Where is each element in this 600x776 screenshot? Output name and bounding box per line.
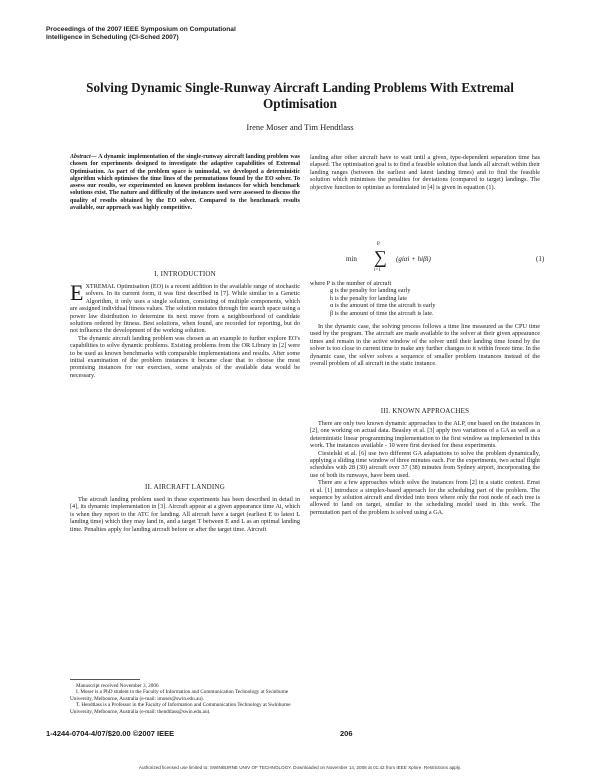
license-notice: Authorized licensed use limited to: SWINBURNE UNIV OF TECHNOLOGY. Downloaded on November 14, 2008 at 01:42 from IEEE Xplore. Restrictions apply. xyxy=(138,765,462,770)
equation-sum-upper: P xyxy=(377,242,380,247)
right-column-dynamic xyxy=(310,323,540,367)
known-paragraph-2: Ciesielski et al. [6] use two different GA adaptations to solve the problem dynamically, applying a sliding time window of three minutes each. For the experiments, two actual flight schedules with 28 (30) aircraft over 37 (38) minutes from Sydney airport, incorporating the use of both its runways, have been used. xyxy=(310,449,540,479)
definition-line: where P is the number of aircraft xyxy=(310,280,392,287)
section-heading-aircraft-landing: II. AIRCRAFT LANDING xyxy=(145,483,225,491)
equation-definitions xyxy=(310,280,540,317)
equation-1 xyxy=(340,242,560,276)
footnote-author-1: I. Moser is a PhD student in the Faculty of Information and Communication Technology at Swinburne University, Melbourne, Australia (e-mail: imoser@swin.edu.au). xyxy=(70,689,289,702)
definition-line: h is the penalty for landing late xyxy=(330,294,407,302)
footnote-received: Manuscript received November 3, 2006 xyxy=(76,683,159,689)
proceedings-header xyxy=(46,26,346,42)
aircraft-landing-body xyxy=(70,496,300,533)
equation-sum-symbol: ∑ xyxy=(374,247,387,267)
definition-line: α is the amount of time the aircraft is early xyxy=(330,302,436,310)
introduction-body xyxy=(70,280,300,379)
paper-title: Solving Dynamic Single-Runway Aircraft Landing Problems With Extremal Optimisation xyxy=(86,80,514,111)
drop-cap: E xyxy=(70,280,84,305)
intro-paragraph-1-text: XTREMAL Optimisation (EO) is a recent addition to the available range of stochastic solvers. In its current form, it was first described in [7]. While similar to a Genetic Algorithm, it only uses a single solution, consisting of multiple components, which are assigned individual fitness values. The solution mutates through fire search space using a power law distribution to determine its next move from a neighbourhood of candidate solutions ordered by fitness. Best solutions, when found, are recorded for reporting, but do not influence the development of the working solution. xyxy=(70,283,300,335)
footnotes xyxy=(70,683,300,715)
intro-paragraph-1 xyxy=(70,280,300,335)
footnote-author-2: T. Hendtlass is a Professor in the Faculty of Information and Communication Technology at Swinburne University, Melbourne, Australia (e-mail: thendtlass@swin.edu.au). xyxy=(70,702,291,715)
equation-min: min xyxy=(346,255,357,263)
page-number: 206 xyxy=(340,729,353,738)
equation-sum-lower: i=1 xyxy=(374,268,381,273)
intro-paragraph-2: The dynamic aircraft landing problem was chosen as an example to further explore EO's capabilities to solve dynamic problems. Existing problems from the OR Library in [2] were to be used as known benchmarks with comparable implementations and results. After some initial examination of the problem instances it became clear that to choose the most promising instances for our exercises, some analysis of the available data would be necessary. xyxy=(70,334,300,379)
equation-number: (1) xyxy=(536,255,545,263)
abstract xyxy=(70,154,300,212)
right-paragraph-1: landing after other aircraft have to wait until a given, type-dependent separation time has elapsed. The optimisation goal is to find a feasible solution that lands all aircraft within their landing ranges (between the earliest and latest landing times) and to find the feasible solution which minimises the penalties for deviations (compared to target) landings. The objective function to optimise as formulated in [4] is given in equation (1). xyxy=(310,154,540,191)
aircraft-paragraph-1: The aircraft landing problem used in these experiments has been described in detail in [4], its dynamic implementation in [3]. Aircraft appear at a given appearance time Ai, which is when they report to the ATC for landing. All aircraft have a target (earliest E to latest L landing time) which they may land in, and a target T between E and L as an optimal landing time. Penalties apply for landing aircraft before or after the target time. Aircraft xyxy=(70,496,300,533)
section-heading-known-approaches: III. KNOWN APPROACHES xyxy=(380,407,470,415)
abstract-text: — A dynamic implementation of the single-runway aircraft landing problem was chosen for experiments designed to investigate the adaptive capabilities of Extremal Optimisation. As part of the problem space is unimodal, we developed a deterministic algorithm which optimises the time lines of the permutations found by the EO solver. To assess our results, we experimented on known problem instances for which benchmark solutions exist. The nature and difficulty of the instances used were assessed to discuss the quality of results obtained by the EO solver. Compared to the benchmark results available, our approach was highly competitive. xyxy=(70,154,300,212)
definition-line: g is the penalty for landing early xyxy=(330,287,411,295)
isbn-copyright: 1-4244-0704-4/07/$20.00 ©2007 IEEE xyxy=(46,729,175,738)
footnote-rule xyxy=(70,679,140,680)
known-paragraph-1: There are only two known dynamic approaches to the ALP, one based on the instances in [2], one working on actual data. Beasley et al. [3] apply two variations of a GA as well as a deterministic linear programming implementation to the first window as implemented in this work. The instances available - 10 were first devised for these experiments. xyxy=(310,420,540,450)
right-column-top xyxy=(310,154,540,191)
proceedings-line-1: Proceedings of the 2007 IEEE Symposium on Computational xyxy=(46,26,236,33)
proceedings-line-2: Intelligence in Scheduling (CI-Sched 2007) xyxy=(46,34,179,41)
authors: Irene Moser and Tim Hendtlass xyxy=(246,122,354,132)
definition-line: β is the amount of time the aircraft is late. xyxy=(330,309,434,317)
right-paragraph-2: In the dynamic case, the solving process follows a time line measured as the CPU time used by the program. The aircraft are made available to the solver at their given appearance times and remain in the active window of the solver until their landing time found by the solver is too close to current time to make any further changes to it within freeze time. In the dynamic case, the solver solves a sequence of smaller problem instances instead of the overall problem of all aircraft in the static instance. xyxy=(310,323,540,368)
known-approaches-body xyxy=(310,420,540,516)
abstract-label: Abstract xyxy=(70,154,91,160)
equation-body: (giαi + hiβi) xyxy=(396,255,431,263)
section-heading-introduction: I. INTRODUCTION xyxy=(154,270,216,278)
known-paragraph-3: There are a few approaches which solve the instances from [2] in a static context. Ernst et al. [1] introduce a simplex-based approach for the scheduling part of the problem. The sequence by solution aircraft and divided into trees where only the root node of each tree is allowed to land on target, similar to the scheduling model used in this work. The permutation part of the problem is solved using a GA. xyxy=(310,479,540,516)
